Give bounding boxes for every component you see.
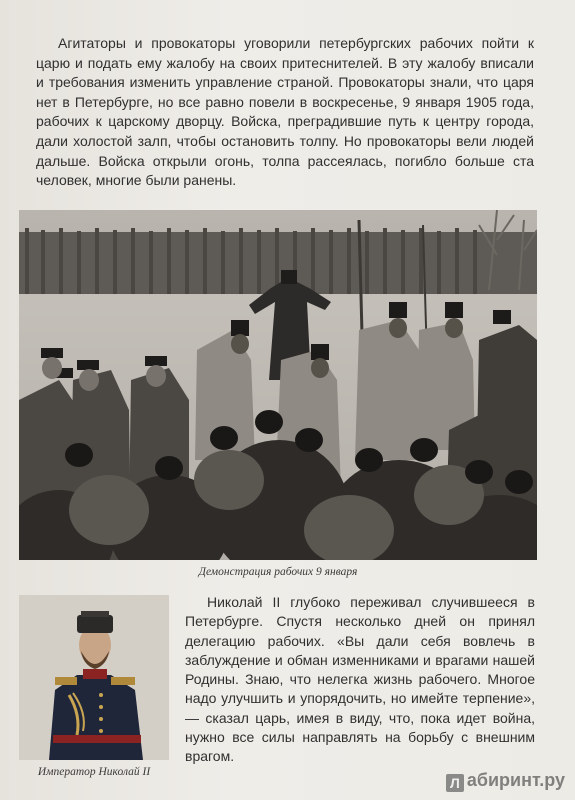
emperor-portrait-caption: Император Николай II (37, 766, 151, 778)
emperor-portrait (19, 595, 169, 760)
watermark-text: абиринт.ру (466, 770, 565, 790)
labirint-logo-icon: Л (446, 774, 464, 792)
intro-paragraph: Агитаторы и провокаторы уговорили петербургских рабочих пойти к царю и подать ему жалобу на своих притеснителей. В эту жалобу вписали и требования изменить управление страной. Провокаторы знали, что царя нет в Петербурге, но все равно повели в воскресенье, 9 января 1905 года, рабочих к царскому дворцу. Войска, преградившие путь к центру города, дали холостой залп, чтобы остановить толпу. Но провокаторы вели людей дальше. Войска открыли огонь, толпа рассеялась, погибло больше ста человек, многие были ранены. (36, 35, 534, 189)
nicholas-paragraph: Николай II глубоко переживал случившееся в Петербурге. Спустя несколько дней он принял делегацию рабочих. «Вы дали себя вовлечь в заблуждение и обман изменниками и врагами нашей Родины. Знаю, что нелегка жизнь рабочего. Многое надо улучшить и упорядочить, но имейте терпение», — сказал царь, имея в виду, что, пока идет война, нужно все силы направлять на борьбу с внешним врагом. (185, 594, 535, 765)
demonstration-photo (19, 210, 537, 560)
labirint-watermark (446, 770, 565, 792)
demonstration-photo-caption: Демонстрация рабочих 9 января (198, 566, 358, 578)
